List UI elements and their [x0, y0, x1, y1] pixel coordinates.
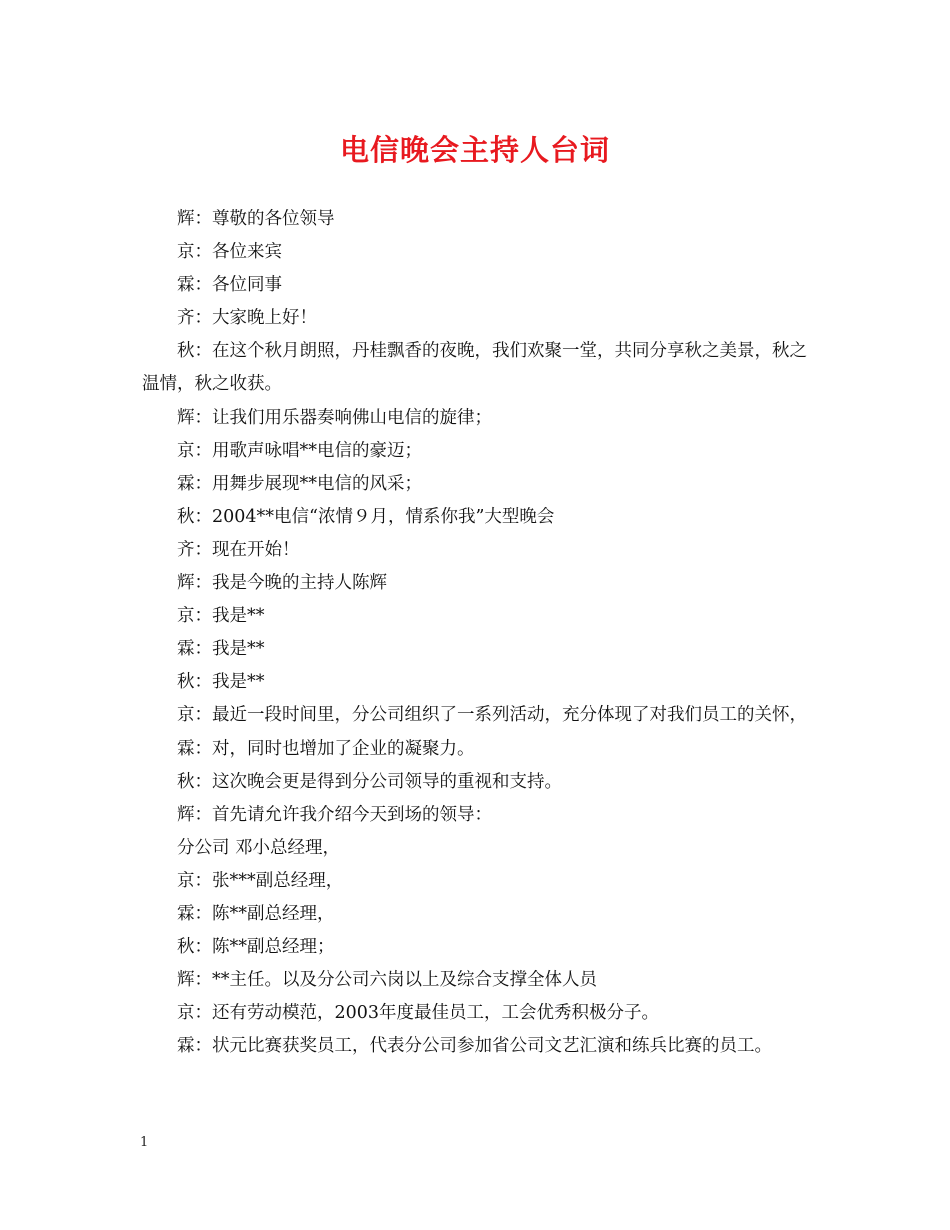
paragraph: 秋：这次晚会更是得到分公司领导的重视和支持。	[177, 771, 562, 792]
paragraph: 秋：在这个秋月朗照，丹桂飘香的夜晚，我们欢聚一堂，共同分享秋之美景，秋之温情，秋之收获。	[142, 341, 807, 395]
paragraph: 霖：对，同时也增加了企业的凝聚力。	[177, 738, 475, 759]
document-title: 电信晚会主持人台词	[339, 133, 610, 167]
paragraph: 霖：我是**	[177, 639, 265, 660]
paragraph: 京：我是**	[177, 606, 265, 627]
paragraph: 京：还有劳动模范，2003年度最佳员工，工会优秀积极分子。	[177, 1003, 660, 1024]
paragraph: 齐：现在开始！	[177, 539, 300, 560]
paragraph: 秋：我是**	[177, 672, 265, 693]
paragraph: 分公司 邓小总经理，	[177, 837, 341, 858]
paragraph: 秋：2004**电信“浓情９月，情系你我”大型晚会	[177, 506, 555, 527]
paragraph: 霖：陈**副总经理，	[177, 903, 335, 924]
paragraph: 辉：首先请允许我介绍今天到场的领导：	[177, 804, 492, 825]
document-body	[142, 203, 814, 1063]
paragraph: 霖：状元比赛获奖员工，代表分公司参加省公司文艺汇演和练兵比赛的员工。	[177, 1036, 772, 1057]
paragraph: 辉：我是今晚的主持人陈辉	[177, 573, 387, 594]
page-number: 1	[140, 1135, 149, 1150]
paragraph: 霖：各位同事	[177, 275, 282, 296]
paragraph: 辉：**主任。以及分公司六岗以上及综合支撑全体人员	[177, 970, 597, 991]
paragraph: 京：用歌声咏唱**电信的豪迈；	[177, 440, 422, 461]
paragraph: 京：各位来宾	[177, 242, 282, 263]
paragraph: 霖：用舞步展现**电信的风采；	[177, 473, 422, 494]
paragraph: 京：张***副总经理，	[177, 870, 344, 891]
paragraph: 京：最近一段时间里，分公司组织了一系列活动，充分体现了对我们员工的关怀，	[177, 705, 807, 726]
paragraph: 齐：大家晚上好！	[177, 308, 317, 329]
paragraph: 辉：尊敬的各位领导	[177, 209, 335, 229]
paragraph: 秋：陈**副总经理；	[177, 937, 335, 958]
paragraph: 辉：让我们用乐器奏响佛山电信的旋律；	[177, 407, 492, 428]
